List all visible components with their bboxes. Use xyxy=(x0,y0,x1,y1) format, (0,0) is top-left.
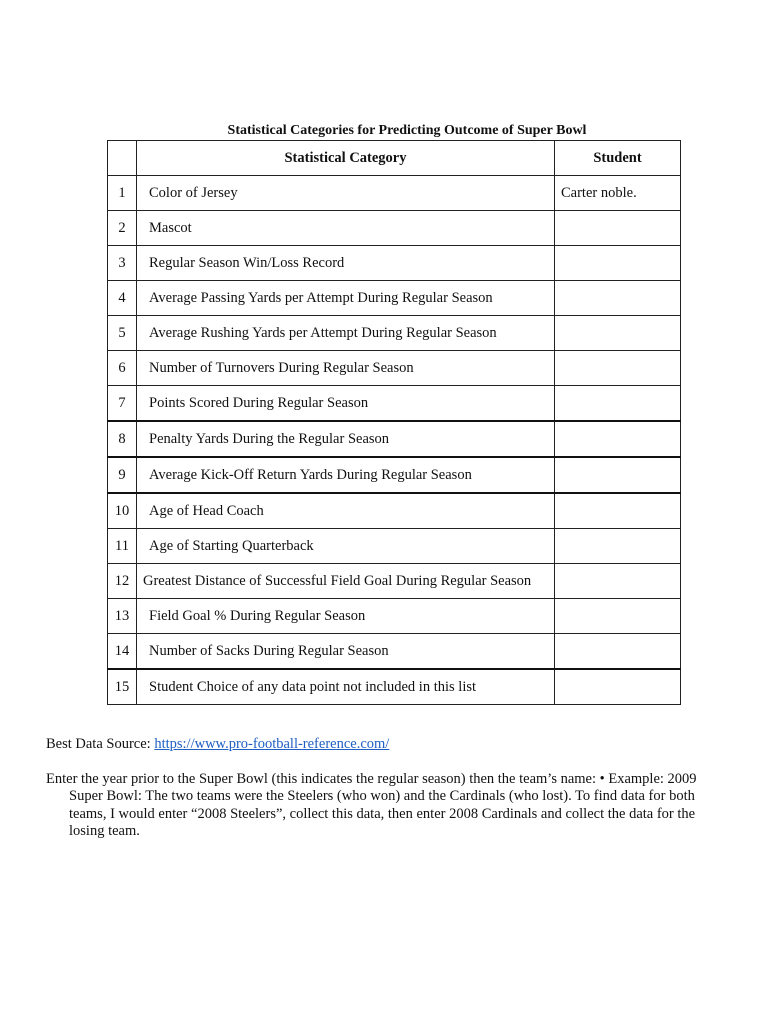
row-category: Number of Turnovers During Regular Season xyxy=(137,351,555,386)
table-row xyxy=(108,211,681,246)
row-number: 10 xyxy=(108,493,137,529)
row-category: Color of Jersey xyxy=(137,176,555,211)
row-category: Average Rushing Yards per Attempt During Regular Season xyxy=(137,316,555,351)
row-number: 1 xyxy=(108,176,137,211)
row-number: 12 xyxy=(108,564,137,599)
row-student-cell[interactable] xyxy=(555,316,681,351)
row-number: 6 xyxy=(108,351,137,386)
row-student-cell[interactable] xyxy=(555,246,681,281)
row-category: Points Scored During Regular Season xyxy=(137,386,555,422)
row-category: Mascot xyxy=(137,211,555,246)
table-row xyxy=(108,493,681,529)
header-student: Student xyxy=(555,141,681,176)
row-student-cell[interactable] xyxy=(555,351,681,386)
row-number: 14 xyxy=(108,634,137,670)
table-row xyxy=(108,176,681,211)
row-category: Penalty Yards During the Regular Season xyxy=(137,421,555,457)
data-source-link[interactable]: https://www.pro-football-reference.com/ xyxy=(154,736,390,752)
row-number: 8 xyxy=(108,421,137,457)
row-category: Age of Starting Quarterback xyxy=(137,529,555,564)
statistical-categories-table xyxy=(107,140,681,705)
table-row xyxy=(108,246,681,281)
table-row xyxy=(108,316,681,351)
header-number xyxy=(108,141,137,176)
row-number: 3 xyxy=(108,246,137,281)
row-category: Average Kick-Off Return Yards During Regular Season xyxy=(137,457,555,493)
row-student-cell[interactable] xyxy=(555,634,681,670)
data-source-line xyxy=(46,736,389,753)
row-number: 9 xyxy=(108,457,137,493)
row-student-cell[interactable] xyxy=(555,421,681,457)
row-student-cell[interactable] xyxy=(555,529,681,564)
page-title: Statistical Categories for Predicting Outcome of Super Bowl xyxy=(227,123,587,138)
row-category: Student Choice of any data point not included in this list xyxy=(137,669,555,705)
table-row xyxy=(108,457,681,493)
row-student-cell[interactable] xyxy=(555,493,681,529)
row-number: 15 xyxy=(108,669,137,705)
table-row xyxy=(108,386,681,422)
row-student-cell[interactable] xyxy=(555,211,681,246)
row-number: 13 xyxy=(108,599,137,634)
row-category: Average Passing Yards per Attempt During Regular Season xyxy=(137,281,555,316)
row-number: 11 xyxy=(108,529,137,564)
row-student-cell[interactable] xyxy=(555,281,681,316)
table-header-row xyxy=(108,141,681,176)
row-number: 5 xyxy=(108,316,137,351)
row-student-cell[interactable]: Carter noble. xyxy=(555,176,681,211)
row-student-cell[interactable] xyxy=(555,599,681,634)
row-student-cell[interactable] xyxy=(555,386,681,422)
row-category: Age of Head Coach xyxy=(137,493,555,529)
table-row xyxy=(108,351,681,386)
table-row xyxy=(108,421,681,457)
row-number: 4 xyxy=(108,281,137,316)
table-row xyxy=(108,281,681,316)
table-row xyxy=(108,564,681,599)
instructions-paragraph: Enter the year prior to the Super Bowl (this indicates the regular season) then the team’s name: • Example: 2009 Super Bowl: The two teams were the Steelers (who won) and the Cardinals (who lost). To find data for both teams, I would enter “2008 Steelers”, collect this data, then enter 2008 Cardinals and collect the data for the losing team. xyxy=(46,771,697,839)
row-category: Number of Sacks During Regular Season xyxy=(137,634,555,670)
row-category: Field Goal % During Regular Season xyxy=(137,599,555,634)
table-row xyxy=(108,634,681,670)
row-category: Regular Season Win/Loss Record xyxy=(137,246,555,281)
data-source-label: Best Data Source: xyxy=(46,736,155,752)
row-student-cell[interactable] xyxy=(555,564,681,599)
row-number: 7 xyxy=(108,386,137,422)
table-row xyxy=(108,669,681,705)
row-number: 2 xyxy=(108,211,137,246)
row-student-cell[interactable] xyxy=(555,669,681,705)
header-statistical-category: Statistical Category xyxy=(137,141,555,176)
row-category: Greatest Distance of Successful Field Goal During Regular Season xyxy=(137,564,555,599)
table-row xyxy=(108,599,681,634)
row-student-cell[interactable] xyxy=(555,457,681,493)
table-row xyxy=(108,529,681,564)
